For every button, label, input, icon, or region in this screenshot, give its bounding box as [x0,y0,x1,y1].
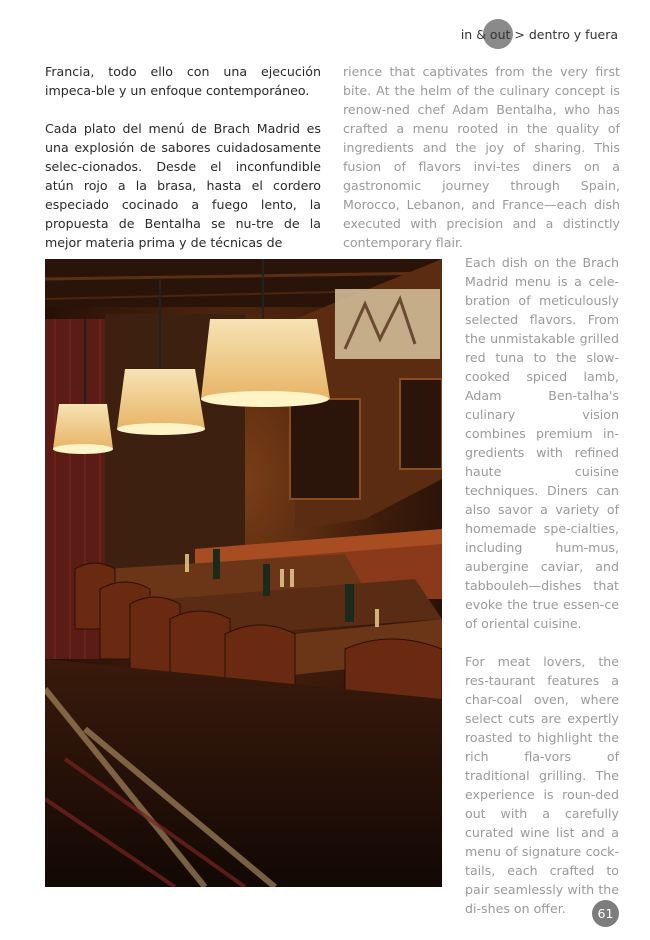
spanish-column [45,62,321,271]
section-header [461,20,618,48]
spanish-paragraph: Francia, todo ello con una ejecución impeca-ble y un enfoque contemporáneo. [45,64,321,98]
english-column-right [465,253,619,937]
section-label-es: dentro y fuera [528,26,618,42]
section-label: in & out [460,26,511,42]
section-separator: > [514,26,525,42]
spanish-paragraph: Cada plato del menú de Brach Madrid es una explosión de sabores cuidadosamente selec-cionados. Desde el inconfundible atún rojo a la brasa, hasta el cordero especiado cocinado a fuego lento, la propuesta de Bentalha se nu-tre de la mejor materia prima y de técnicas de [45,121,321,250]
restaurant-interior-photo [45,259,442,887]
restaurant-illustration [45,259,442,887]
english-column-top [343,62,620,252]
english-paragraph: Each dish on the Brach Madrid menu is a cele-bration of meticulously selected flavors. From the unmistakable grilled red tuna to the slow-cooked spiced lamb, Adam Ben-talha's culinary vision combines premium in-gredients with refined haute cuisine techniques. Diners can also savor a variety of homemade spe-cialties, including hum-mus, aubergine caviar, and tabbouleh—dishes that evoke the true essen-ce of oriental cuisine. [465,255,619,631]
english-paragraph: For meat lovers, the res-taurant features a char-coal oven, where select cuts are expertly roasted to highlight the rich fla-vors of traditional grilling. The experience is roun-ded out with a carefully curated wine list and a menu of signature cock-tails, each crafted to pair seamlessly with the di-shes on offer. [465,654,619,916]
english-paragraph: rience that captivates from the very first bite. At the helm of the culinary concept is renow-ned chef Adam Bentalha, who has crafted a menu rooted in the quality of ingredients and the joy of sharing. This fusion of flavors invi-tes diners on a gastronomic journey through Spain, Morocco, Lebanon, and France—each dish executed with precision and a distinctly contemporary flair. [343,64,620,250]
page-number: 61 [592,900,619,927]
